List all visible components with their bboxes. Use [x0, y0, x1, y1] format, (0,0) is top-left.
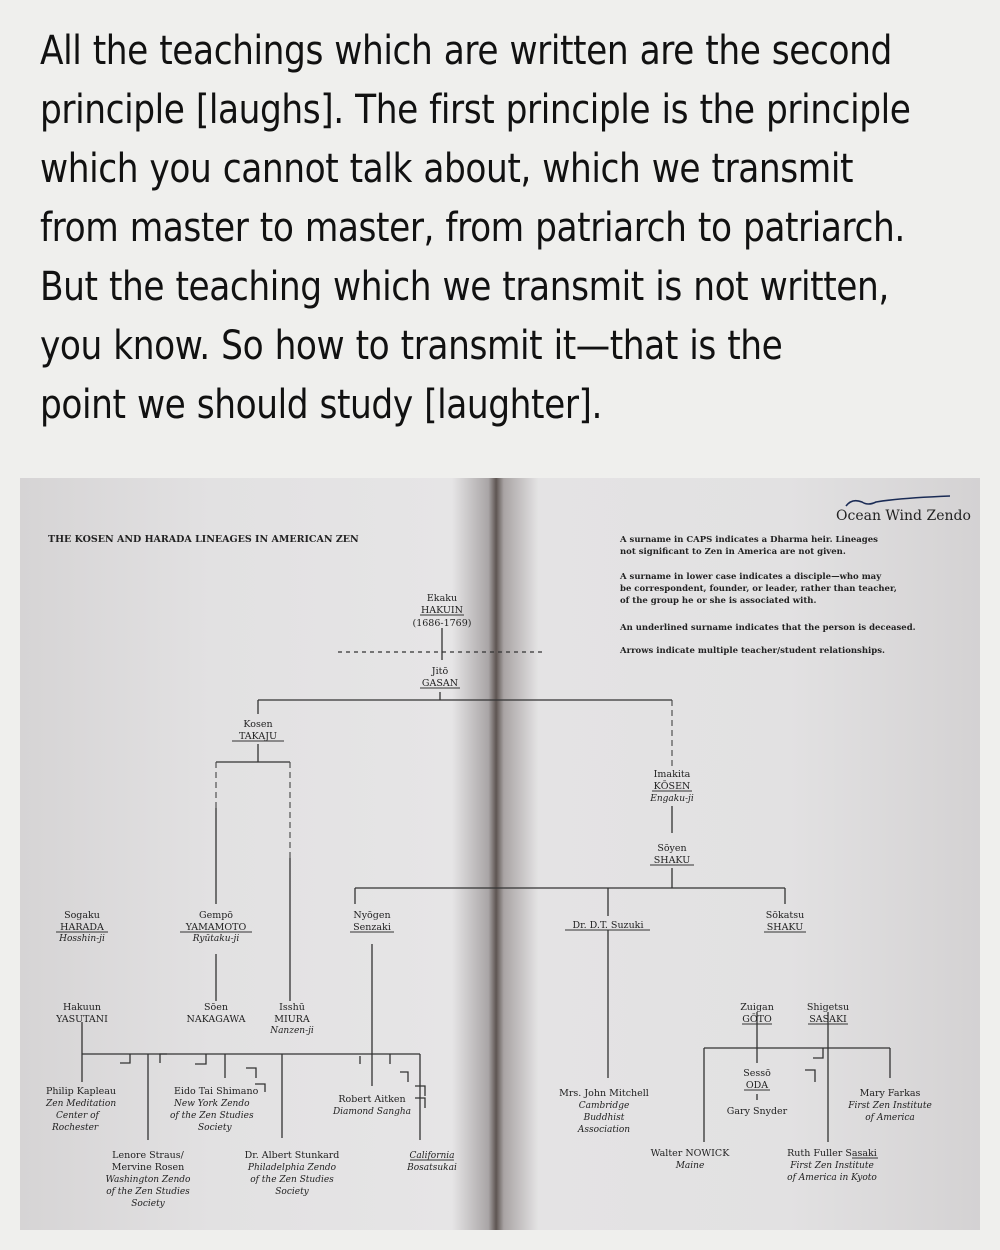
quote-line: from master to master, from patriarch to patriarch.: [40, 205, 905, 251]
svg-text:SHAKU: SHAKU: [766, 922, 804, 933]
node-sokatsu-shaku: [764, 910, 806, 933]
svg-text:Buddhist: Buddhist: [583, 1113, 625, 1123]
svg-text:of the Zen Studies: of the Zen Studies: [106, 1187, 190, 1197]
svg-text:YAMAMOTO: YAMAMOTO: [185, 922, 247, 933]
node-sasaki: [807, 1002, 849, 1025]
svg-text:Sogaku: Sogaku: [64, 910, 100, 921]
svg-text:Sōen: Sōen: [204, 1002, 228, 1013]
svg-text:Sōkatsu: Sōkatsu: [765, 910, 805, 921]
node-harada: [56, 910, 108, 944]
svg-text:Mrs. John Mitchell: Mrs. John Mitchell: [559, 1088, 649, 1099]
svg-text:Robert Aitken: Robert Aitken: [338, 1094, 406, 1105]
svg-text:Kosen: Kosen: [243, 719, 273, 730]
node-mitchell: [559, 1088, 649, 1135]
svg-text:of America in Kyoto: of America in Kyoto: [787, 1173, 877, 1183]
svg-text:ODA: ODA: [745, 1080, 769, 1091]
node-farkas: [847, 1088, 932, 1123]
svg-text:Maine: Maine: [675, 1161, 705, 1171]
node-gary-snyder: [727, 1106, 788, 1117]
node-soyen-shaku: [650, 843, 694, 866]
diagram-title: THE KOSEN AND HARADA LINEAGES IN AMERICAN ZEN: [48, 534, 359, 545]
node-aitken: [332, 1094, 411, 1117]
svg-text:of America: of America: [865, 1113, 915, 1123]
node-kapleau: [45, 1086, 116, 1133]
svg-text:KŌSEN: KŌSEN: [653, 781, 691, 792]
legend-line: An underlined surname indicates that the person is deceased.: [620, 623, 916, 633]
svg-text:HARADA: HARADA: [60, 922, 104, 933]
svg-text:Society: Society: [131, 1199, 165, 1209]
svg-text:YASUTANI: YASUTANI: [56, 1014, 108, 1025]
node-shimano: [170, 1086, 259, 1133]
quote-line: you know. So how to transmit it—that is the: [40, 323, 783, 369]
svg-text:Center of: Center of: [56, 1111, 99, 1121]
node-takaju: [232, 719, 284, 742]
svg-text:Senzaki: Senzaki: [353, 922, 391, 933]
svg-text:Imakita: Imakita: [653, 769, 691, 780]
node-nakagawa: [187, 1002, 246, 1025]
stamp-text: Ocean Wind Zendo: [836, 508, 971, 524]
svg-text:TAKAJU: TAKAJU: [238, 731, 278, 742]
svg-text:Hosshin-ji: Hosshin-ji: [59, 934, 105, 944]
node-hakuin: [413, 593, 472, 629]
svg-text:Zen Meditation: Zen Meditation: [46, 1099, 117, 1109]
svg-text:Philadelphia Zendo: Philadelphia Zendo: [247, 1163, 337, 1173]
svg-text:Zuigan: Zuigan: [740, 1002, 774, 1013]
svg-text:GŌTO: GŌTO: [742, 1014, 772, 1025]
svg-text:Jitō: Jitō: [431, 666, 449, 677]
svg-text:California: California: [409, 1151, 455, 1161]
svg-text:MIURA: MIURA: [274, 1014, 310, 1025]
svg-text:Ekaku: Ekaku: [426, 593, 458, 604]
svg-text:NAKAGAWA: NAKAGAWA: [186, 1014, 246, 1025]
svg-text:Gary Snyder: Gary Snyder: [726, 1106, 788, 1117]
node-nowick: [651, 1148, 731, 1171]
svg-text:Mervine Rosen: Mervine Rosen: [111, 1162, 185, 1173]
quote-line: All the teachings which are written are the second: [40, 28, 892, 74]
svg-text:Hakuun: Hakuun: [62, 1002, 102, 1013]
node-bosatsukai: [406, 1151, 457, 1173]
quote-line: point we should study [laughter].: [40, 382, 603, 428]
svg-text:Cambridge: Cambridge: [578, 1101, 630, 1111]
legend-line: be correspondent, founder, or leader, rather than teacher,: [620, 584, 897, 594]
svg-text:Lenore Straus/: Lenore Straus/: [112, 1150, 184, 1161]
node-oda: [743, 1068, 771, 1091]
node-gasan: [420, 666, 460, 689]
node-yasutani: [55, 1002, 108, 1025]
quote-line: But the teaching which we transmit is not written,: [40, 264, 889, 310]
svg-text:Ruth Fuller Sasaki: Ruth Fuller Sasaki: [787, 1148, 877, 1159]
legend-line: A surname in lower case indicates a disciple—who may: [620, 572, 882, 582]
svg-text:Society: Society: [198, 1123, 232, 1133]
node-miura: [269, 1002, 314, 1036]
svg-text:Nanzen-ji: Nanzen-ji: [270, 1026, 314, 1036]
svg-text:First Zen Institute: First Zen Institute: [790, 1161, 874, 1171]
quote-line: which you cannot talk about, which we transmit: [40, 146, 854, 192]
svg-text:SHAKU: SHAKU: [653, 855, 691, 866]
svg-text:Dr. D.T. Suzuki: Dr. D.T. Suzuki: [572, 920, 644, 931]
svg-text:Ryūtaku-ji: Ryūtaku-ji: [192, 934, 240, 944]
svg-text:First Zen Institute: First Zen Institute: [848, 1101, 932, 1111]
node-stunkard: [245, 1150, 340, 1197]
svg-text:Sōyen: Sōyen: [657, 843, 687, 854]
node-senzaki: [350, 910, 394, 933]
wave-logo-icon: [846, 496, 950, 506]
svg-text:of the Zen Studies: of the Zen Studies: [170, 1111, 254, 1121]
node-dt-suzuki: [565, 920, 650, 931]
svg-text:Isshū: Isshū: [279, 1002, 305, 1013]
svg-text:Gempō: Gempō: [198, 910, 234, 921]
svg-text:Association: Association: [577, 1125, 631, 1135]
node-yamamoto: [180, 910, 252, 944]
svg-text:Philip Kapleau: Philip Kapleau: [46, 1086, 117, 1097]
svg-text:Walter NOWICK: Walter NOWICK: [650, 1148, 730, 1159]
node-imakita-kosen: [649, 769, 694, 804]
lineage-diagram: [20, 478, 980, 1230]
svg-text:Nyōgen: Nyōgen: [353, 910, 391, 921]
legend-line: of the group he or she is associated with.: [620, 596, 817, 606]
svg-text:New York Zendo: New York Zendo: [174, 1099, 250, 1109]
svg-text:Shigetsu: Shigetsu: [806, 1002, 850, 1013]
svg-text:Bosatsukai: Bosatsukai: [407, 1163, 457, 1173]
book-page-photo: [20, 478, 980, 1230]
connector-lines: [82, 628, 890, 1142]
svg-text:of the Zen Studies: of the Zen Studies: [250, 1175, 334, 1185]
legend-line: Arrows indicate multiple teacher/student relationships.: [620, 646, 885, 656]
svg-text:Engaku-ji: Engaku-ji: [650, 794, 694, 804]
quote-line: principle [laughs]. The first principle is the principle: [40, 87, 911, 133]
svg-text:Mary Farkas: Mary Farkas: [859, 1088, 921, 1099]
legend-line: A surname in CAPS indicates a Dharma heir. Lineages: [620, 535, 878, 545]
svg-text:(1686-1769): (1686-1769): [412, 618, 472, 629]
svg-text:Diamond Sangha: Diamond Sangha: [332, 1107, 412, 1117]
svg-text:Eido Tai Shimano: Eido Tai Shimano: [174, 1086, 259, 1097]
svg-text:GASAN: GASAN: [421, 678, 459, 689]
legend-line: not significant to Zen in America are not given.: [620, 547, 846, 557]
svg-text:Sessō: Sessō: [743, 1068, 771, 1079]
node-goto: [740, 1002, 774, 1025]
svg-text:Washington Zendo: Washington Zendo: [105, 1175, 191, 1185]
ocean-wind-zendo-logo: [836, 496, 971, 524]
svg-text:HAKUIN: HAKUIN: [421, 605, 463, 616]
quote-text: [40, 22, 969, 435]
node-straus-rosen: [106, 1150, 192, 1209]
svg-text:Rochester: Rochester: [52, 1123, 99, 1133]
legend: [619, 535, 916, 656]
svg-text:SASAKI: SASAKI: [809, 1014, 847, 1025]
svg-text:Dr. Albert Stunkard: Dr. Albert Stunkard: [244, 1150, 340, 1161]
svg-text:Society: Society: [275, 1187, 309, 1197]
node-ruth-fuller-sasaki: [787, 1148, 878, 1183]
